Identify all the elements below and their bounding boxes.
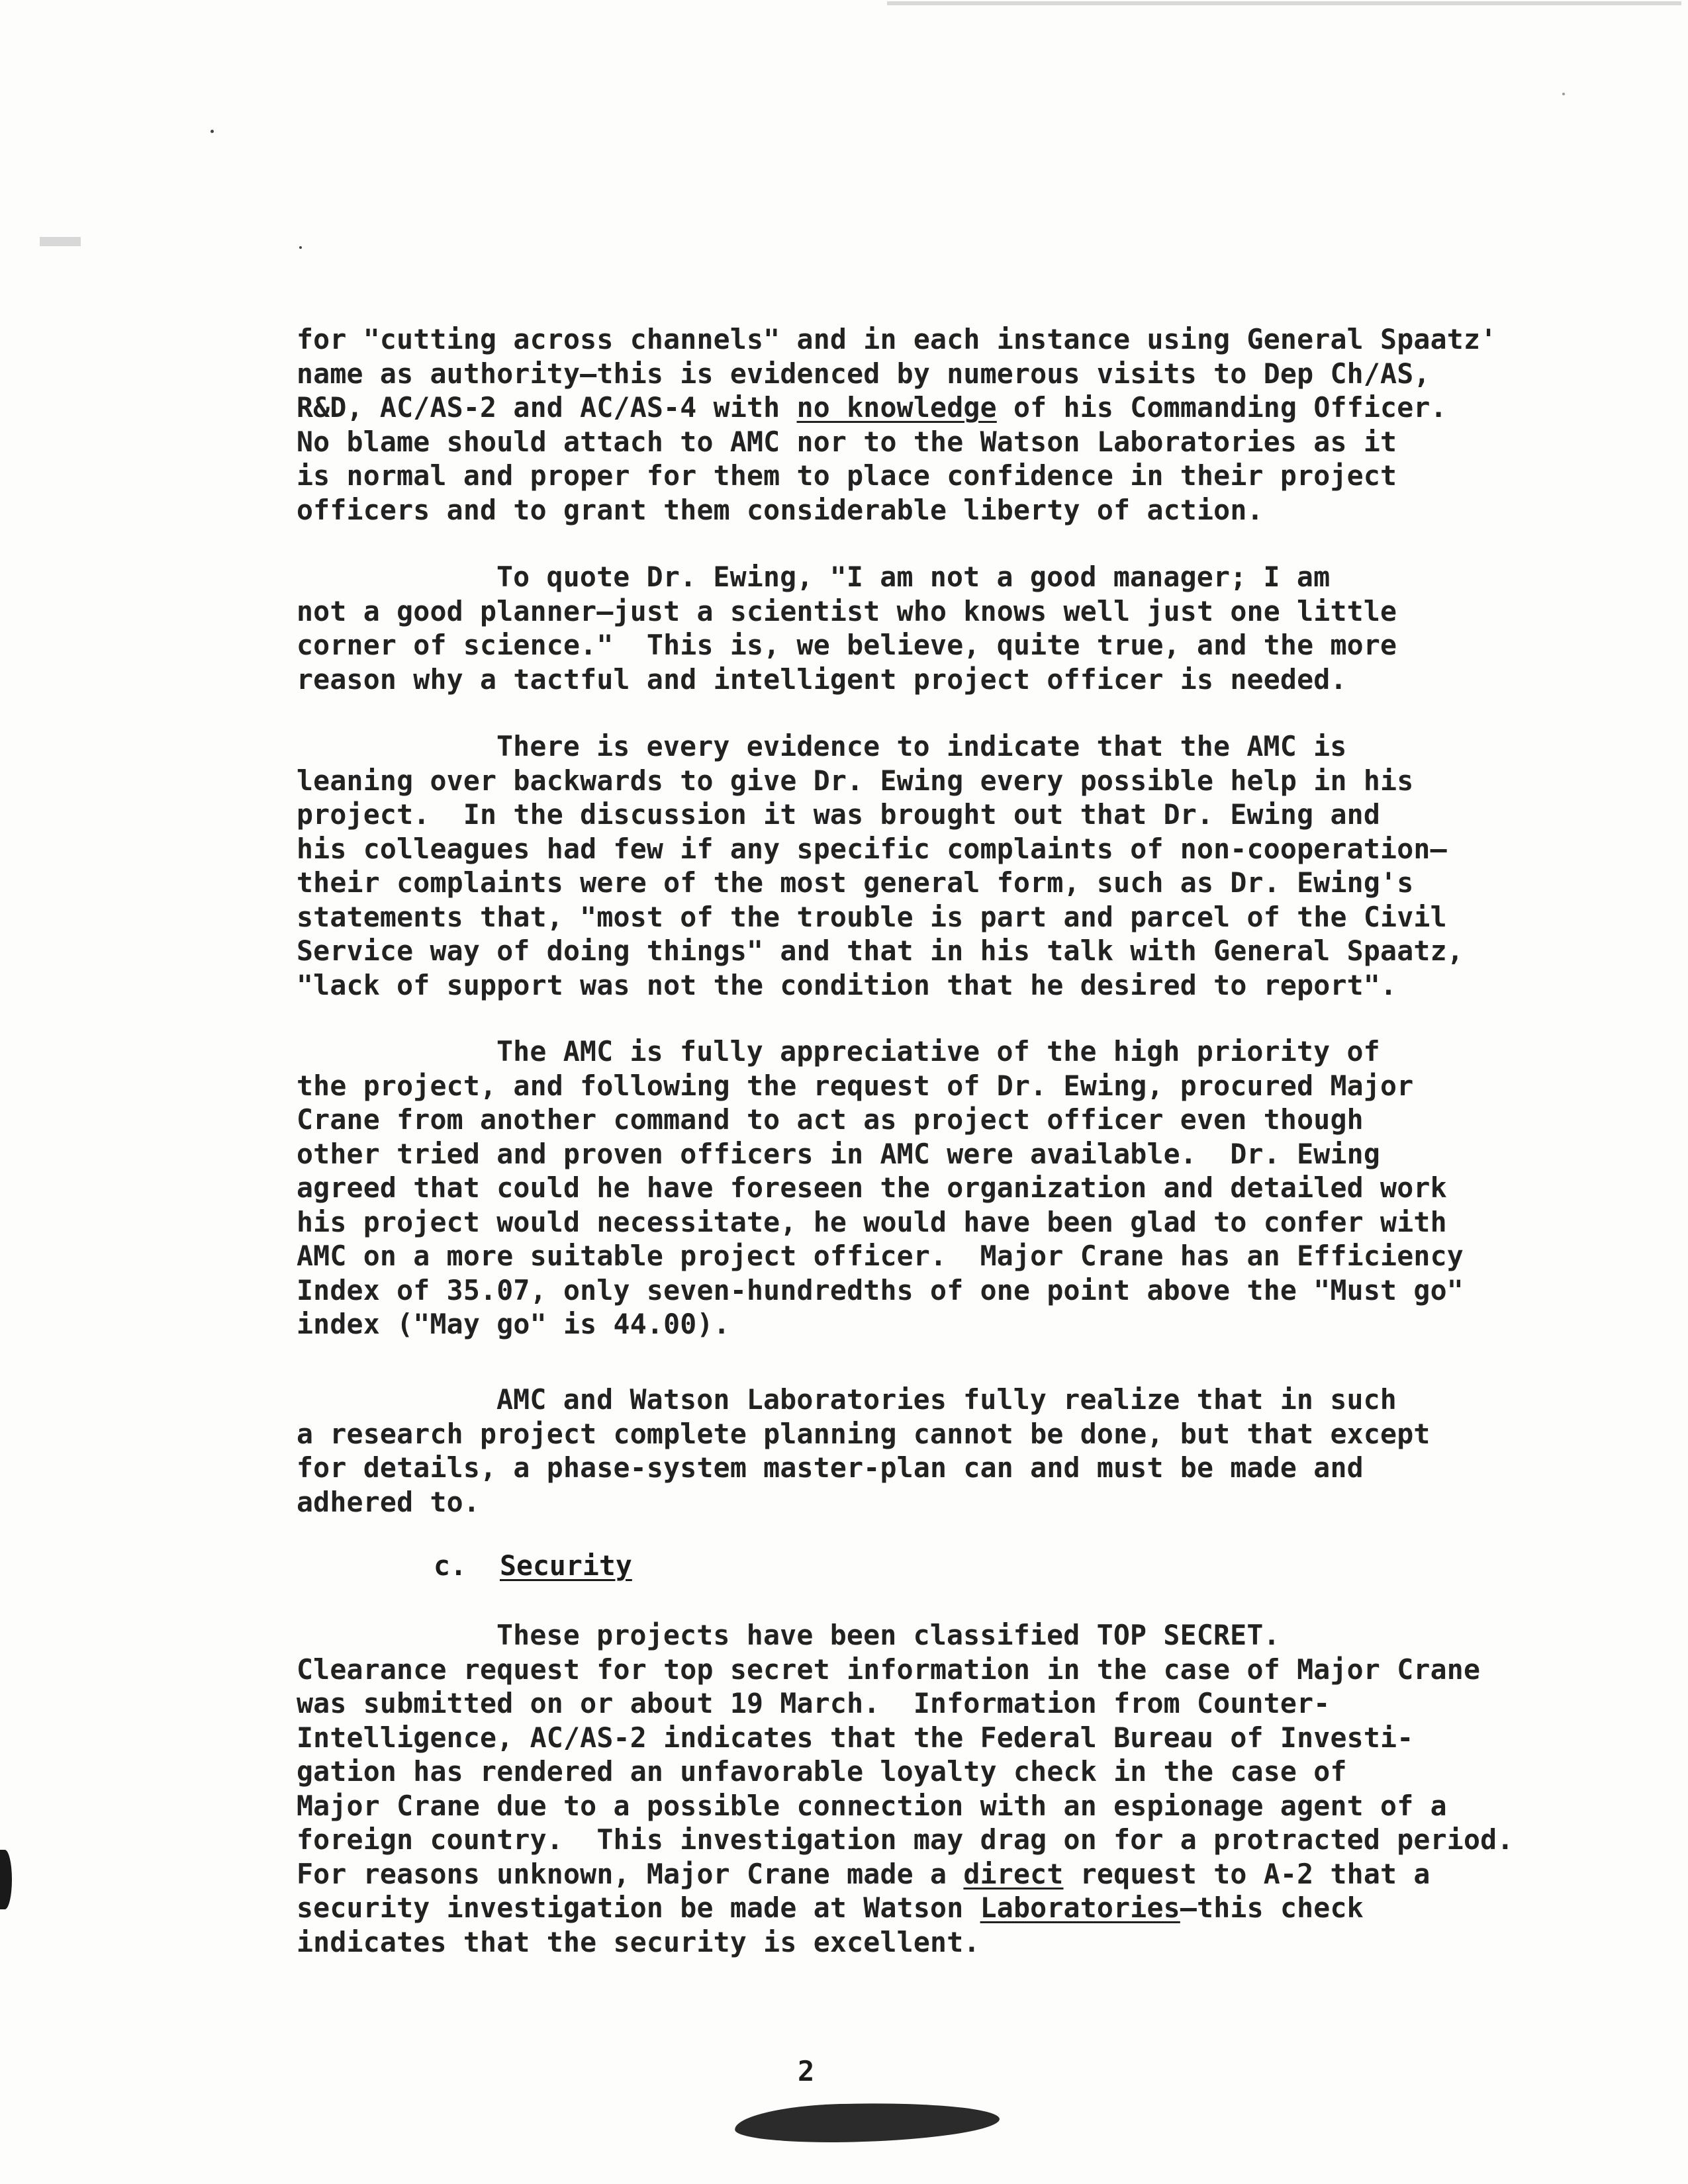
text-line: agreed that could he have foreseen the organization and detailed work bbox=[297, 1171, 1447, 1204]
text-line: not a good planner—just a scientist who knows well just one little bbox=[297, 594, 1397, 627]
text-line: Crane from another command to act as project officer even though bbox=[297, 1103, 1364, 1136]
text-line: "lack of support was not the condition that he desired to report". bbox=[297, 968, 1397, 1001]
paragraph-ewing-quote bbox=[297, 560, 1541, 696]
text-line: AMC and Watson Laboratories fully realize that in such bbox=[496, 1383, 1397, 1416]
text-line: Intelligence, AC/AS-2 indicates that the Federal Bureau of Investi- bbox=[297, 1721, 1414, 1754]
text-line: leaning over backwards to give Dr. Ewing every possible help in his bbox=[297, 764, 1414, 797]
scan-smudge bbox=[734, 2100, 1000, 2145]
text-line: Index of 35.07, only seven-hundredths of one point above the "Must go" bbox=[297, 1273, 1464, 1306]
scan-speck bbox=[211, 130, 214, 133]
underlined-phrase: no knowledge bbox=[796, 391, 997, 424]
text-line: for details, a phase-system master-plan can and must be made and bbox=[297, 1451, 1364, 1484]
section-letter: c. bbox=[434, 1549, 467, 1582]
text-line: security investigation be made at Watson Laboratories—this check bbox=[297, 1891, 1364, 1924]
scan-margin-artifact bbox=[40, 237, 81, 246]
text-line: Major Crane due to a possible connection with an espionage agent of a bbox=[297, 1789, 1447, 1822]
text-line: corner of science." This is, we believe, quite true, and the more bbox=[297, 629, 1397, 661]
text-line: AMC on a more suitable project officer. Major Crane has an Efficiency bbox=[297, 1240, 1464, 1272]
paragraph-channels bbox=[297, 322, 1541, 527]
paragraph-amc-evidence bbox=[297, 729, 1541, 1002]
text-line: These projects have been classified TOP SECRET. bbox=[496, 1619, 1280, 1651]
text-line: R&D, AC/AS-2 and AC/AS-4 with no knowledge of his Commanding Officer. bbox=[297, 391, 1447, 424]
underlined-phrase: direct bbox=[963, 1857, 1064, 1890]
text-line: Clearance request for top secret information in the case of Major Crane bbox=[297, 1653, 1481, 1686]
section-title: Security bbox=[499, 1549, 632, 1582]
text-line: For reasons unknown, Major Crane made a direct request to A-2 that a bbox=[297, 1857, 1430, 1890]
scan-speck bbox=[299, 246, 302, 249]
text-line: No blame should attach to AMC nor to the Watson Laboratories as it bbox=[297, 425, 1397, 458]
text-line: other tried and proven officers in AMC were available. Dr. Ewing bbox=[297, 1137, 1381, 1170]
text-line: a research project complete planning cannot be done, but that except bbox=[297, 1417, 1430, 1450]
paragraph-security bbox=[297, 1618, 1541, 1959]
text-line: their complaints were of the most general form, such as Dr. Ewing's bbox=[297, 866, 1414, 899]
text-line: index ("May go" is 44.00). bbox=[297, 1308, 730, 1340]
text-line: name as authority—this is evidenced by numerous visits to Dep Ch/AS, bbox=[297, 357, 1430, 390]
text-line: the project, and following the request of Dr. Ewing, procured Major bbox=[297, 1069, 1414, 1102]
text-line: To quote Dr. Ewing, "I am not a good manager; I am bbox=[496, 561, 1331, 593]
text-line: foreign country. This investigation may drag on for a protracted period. bbox=[297, 1823, 1514, 1856]
text-line: is normal and proper for them to place confidence in their project bbox=[297, 459, 1397, 492]
underlined-phrase: Laboratories bbox=[980, 1891, 1180, 1924]
text-line: officers and to grant them considerable liberty of action. bbox=[297, 493, 1264, 526]
text-line: The AMC is fully appreciative of the high priority of bbox=[496, 1035, 1380, 1068]
text-line: for "cutting across channels" and in each instance using General Spaatz' bbox=[297, 323, 1497, 355]
scan-edge-mark bbox=[0, 1850, 12, 1909]
text-line: adhered to. bbox=[297, 1485, 481, 1518]
text-line: reason why a tactful and intelligent project officer is needed. bbox=[297, 662, 1347, 696]
text-line: project. In the discussion it was brought out that Dr. Ewing and bbox=[297, 798, 1381, 831]
scan-speck bbox=[1562, 93, 1565, 95]
text-line: his project would necessitate, he would have been glad to confer with bbox=[297, 1205, 1447, 1238]
page-number: 2 bbox=[798, 2055, 815, 2087]
text-line: There is every evidence to indicate that the AMC is bbox=[496, 730, 1347, 762]
text-line: indicates that the security is excellent. bbox=[297, 1925, 980, 1958]
text-line: was submitted on or about 19 March. Information from Counter- bbox=[297, 1687, 1331, 1719]
paragraph-priority bbox=[297, 1034, 1541, 1342]
scan-edge-artifact bbox=[887, 1, 1681, 5]
text-line: Service way of doing things" and that in his talk with General Spaatz, bbox=[297, 934, 1464, 967]
section-heading bbox=[434, 1549, 632, 1583]
text-line: gation has rendered an unfavorable loyalty check in the case of bbox=[297, 1755, 1347, 1788]
text-line: statements that, "most of the trouble is part and parcel of the Civil bbox=[297, 900, 1447, 933]
paragraph-planning bbox=[297, 1383, 1541, 1519]
text-line: his colleagues had few if any specific complaints of non-cooperation— bbox=[297, 832, 1447, 865]
